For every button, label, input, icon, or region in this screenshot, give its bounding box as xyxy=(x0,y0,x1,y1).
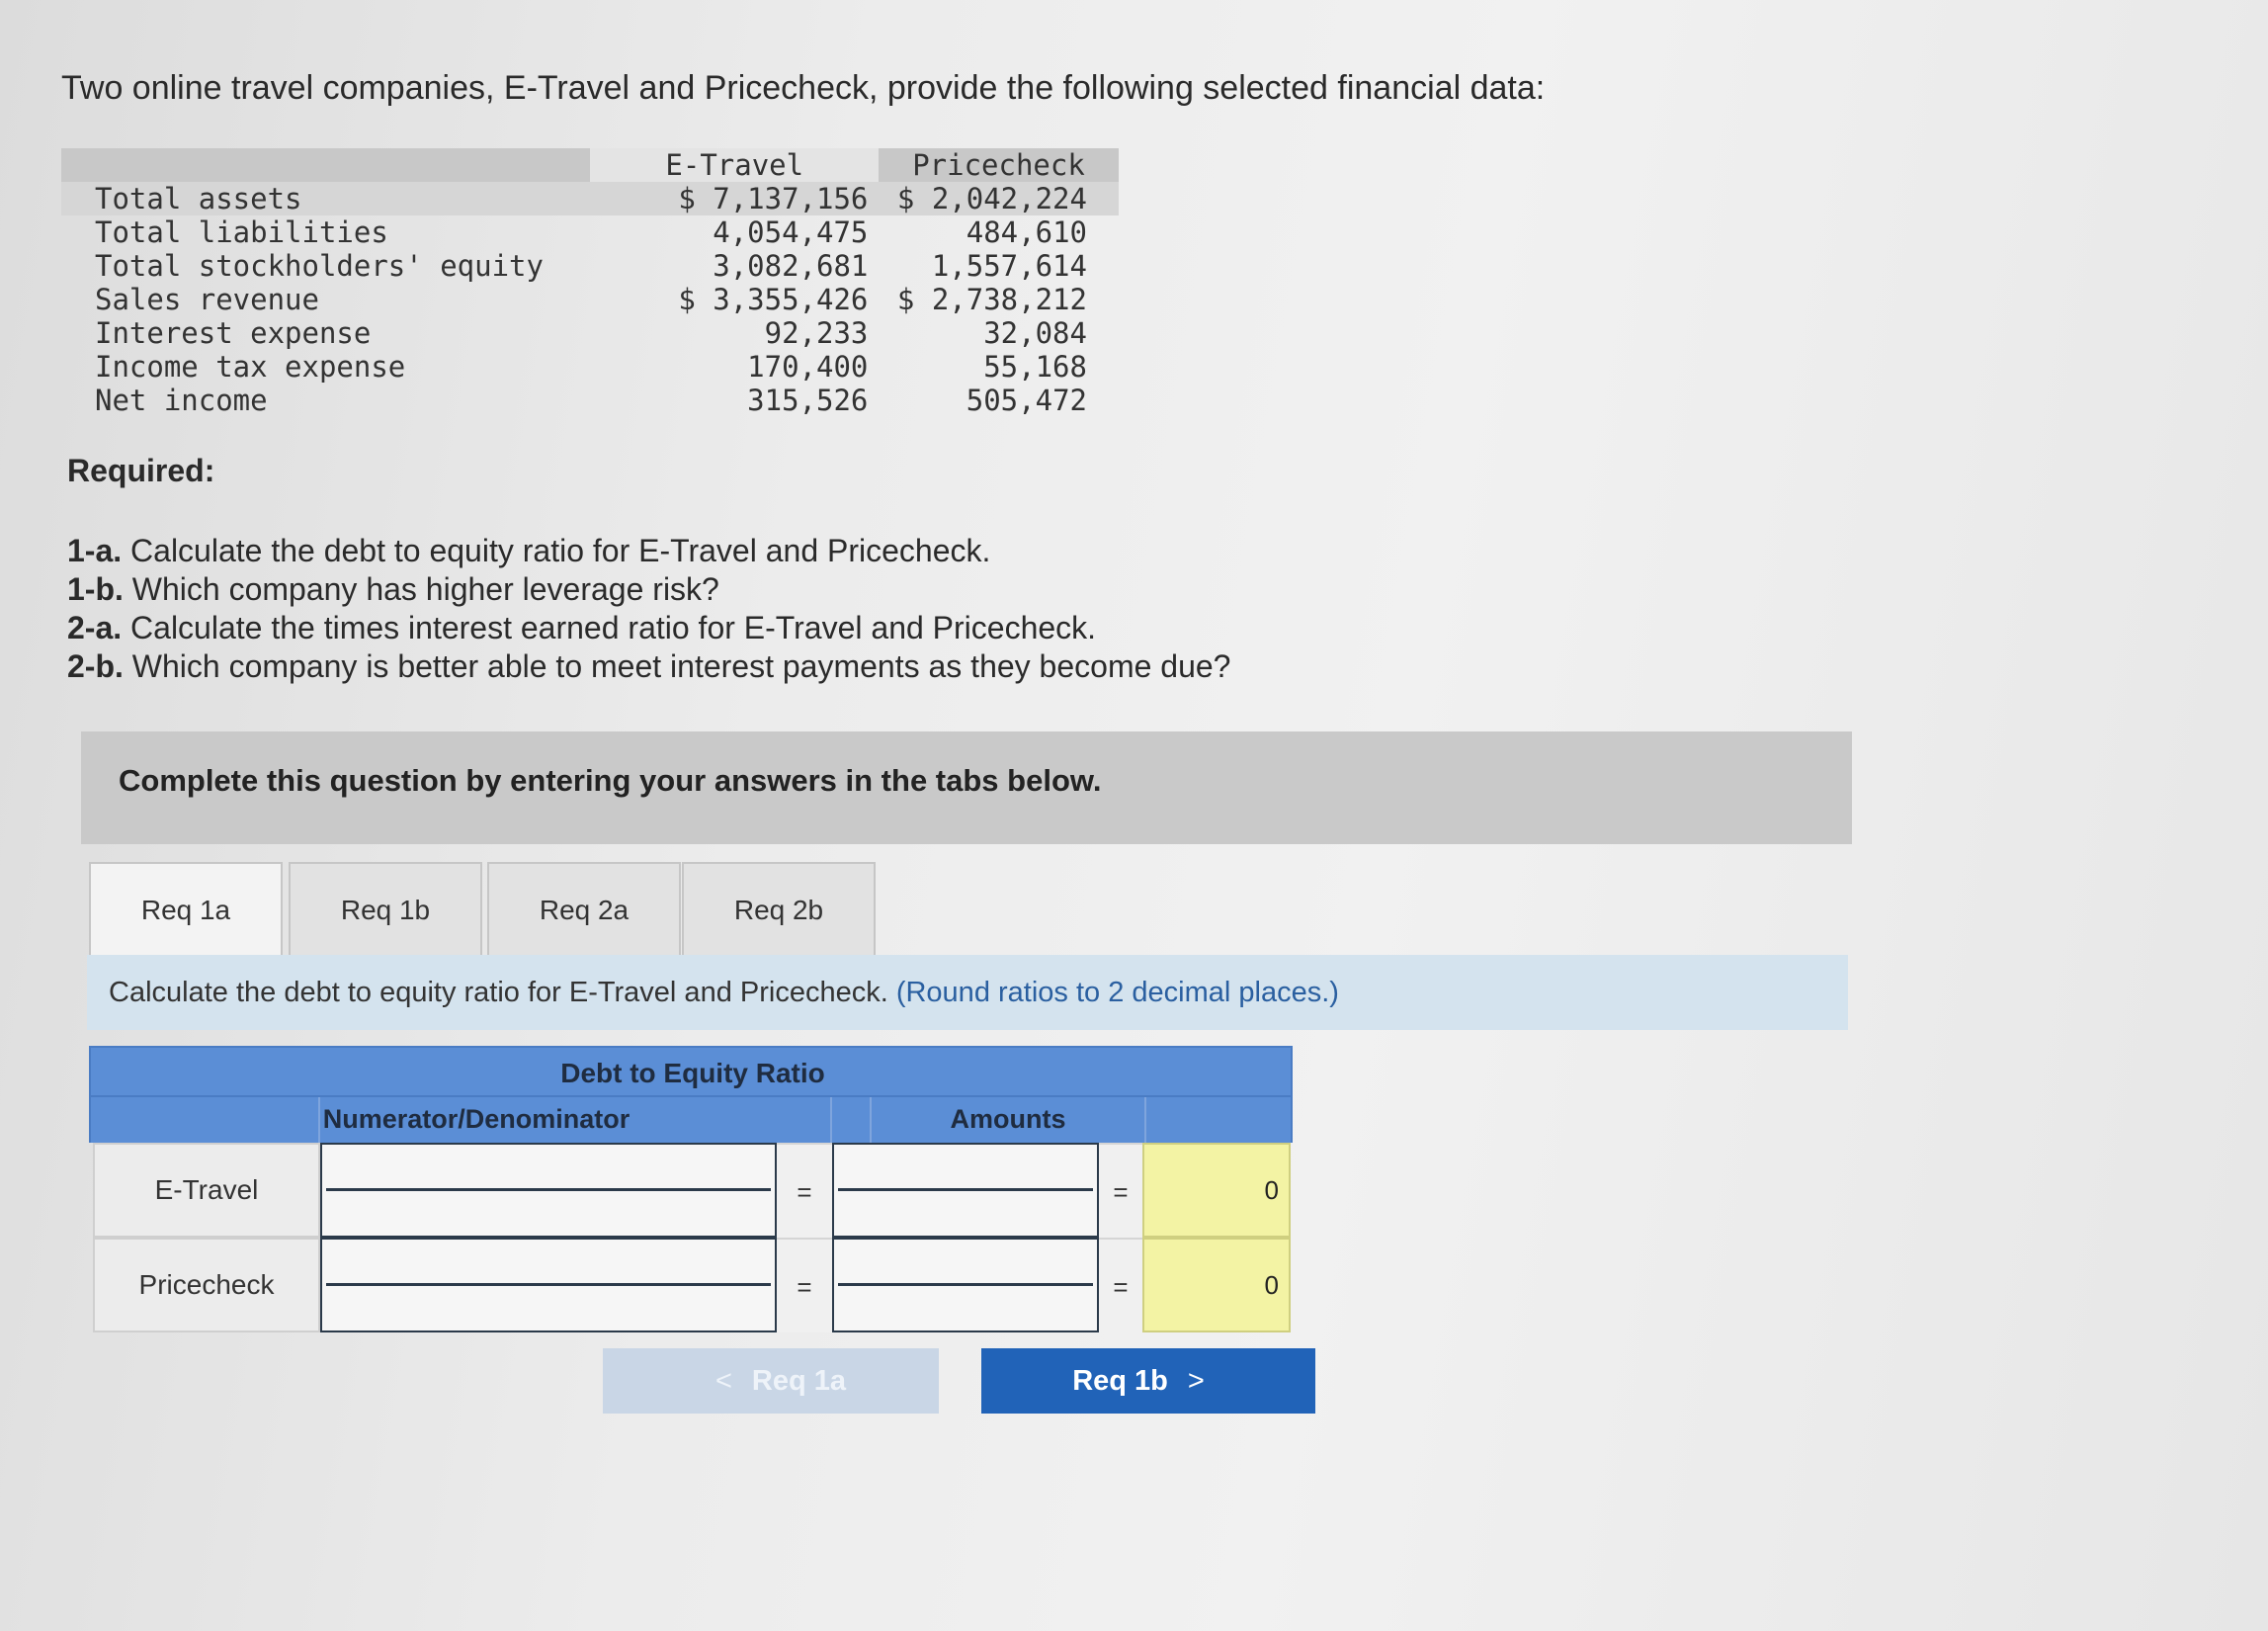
chevron-left-icon: < xyxy=(714,1365,732,1397)
intro-text: Two online travel companies, E-Travel and Pricecheck, provide the following selected financial data: xyxy=(61,69,1546,107)
list-item: 1-a. Calculate the debt to equity ratio for E-Travel and Pricecheck. xyxy=(67,533,991,568)
prev-req-1a-button[interactable]: < Req 1a xyxy=(603,1348,939,1414)
etravel-amounts-input[interactable] xyxy=(832,1143,1099,1238)
requirements-list xyxy=(67,532,1230,686)
equals-sign: = xyxy=(777,1238,832,1332)
next-req-1b-button[interactable]: Req 1b > xyxy=(981,1348,1315,1414)
required-heading: Required: xyxy=(67,453,215,488)
row-label-etravel: E-Travel xyxy=(93,1143,320,1238)
table-row: Interest expense 92,233 32,084 xyxy=(95,316,1087,350)
pricecheck-numerator-denominator-input[interactable] xyxy=(320,1238,777,1332)
col-header-pricecheck: Pricecheck xyxy=(879,148,1119,182)
chevron-right-icon: > xyxy=(1187,1365,1205,1397)
fraction-line xyxy=(838,1188,1093,1191)
grid-title: Debt to Equity Ratio xyxy=(560,1058,825,1088)
banner-text: Complete this question by entering your answers in the tabs below. xyxy=(119,763,1102,798)
instruction-text: Calculate the debt to equity ratio for E-Travel and Pricecheck. xyxy=(109,977,888,1008)
equals-sign: = xyxy=(777,1143,832,1238)
grid-title-bar xyxy=(89,1046,1293,1097)
col-header-amounts: Amounts xyxy=(870,1097,1144,1143)
table-row: Income tax expense 170,400 55,168 xyxy=(95,350,1087,384)
table-row: Total assets $ 7,137,156 $ 2,042,224 xyxy=(61,182,1119,215)
tab-req-1b[interactable]: Req 1b xyxy=(289,862,482,957)
list-item: 2-b. Which company is better able to meet interest payments as they become due? xyxy=(67,648,1231,684)
tab-req-2b[interactable]: Req 2b xyxy=(682,862,876,957)
equals-sign: = xyxy=(1099,1143,1142,1238)
col-header-etravel: E-Travel xyxy=(590,148,879,182)
table-row: Sales revenue $ 3,355,426 $ 2,738,212 xyxy=(95,283,1087,316)
pricecheck-ratio-result: 0 xyxy=(1142,1238,1291,1332)
table-row: Net income 315,526 505,472 xyxy=(95,384,1087,417)
debt-to-equity-grid xyxy=(89,1046,1293,1332)
tab-instruction xyxy=(87,955,1848,1030)
instructions-banner xyxy=(81,731,1852,844)
col-header-numerator-denominator: Numerator/Denominator xyxy=(318,1097,870,1143)
etravel-ratio-result: 0 xyxy=(1142,1143,1291,1238)
row-label-pricecheck: Pricecheck xyxy=(93,1238,320,1332)
equals-sign: = xyxy=(1099,1238,1142,1332)
list-item: 1-b. Which company has higher leverage risk? xyxy=(67,571,719,607)
rounding-note: (Round ratios to 2 decimal places.) xyxy=(895,977,1339,1008)
pricecheck-amounts-input[interactable] xyxy=(832,1238,1099,1332)
financial-table-header xyxy=(61,148,1119,182)
fraction-line xyxy=(326,1188,771,1191)
tab-req-2a[interactable]: Req 2a xyxy=(487,862,681,957)
fraction-line xyxy=(326,1283,771,1286)
grid-column-headers xyxy=(89,1097,1293,1143)
financial-data-table xyxy=(61,148,1119,417)
list-item: 2-a. Calculate the times interest earned ratio for E-Travel and Pricecheck. xyxy=(67,610,1097,645)
fraction-line xyxy=(838,1283,1093,1286)
tab-req-1a[interactable]: Req 1a xyxy=(89,862,283,959)
table-row: Total stockholders' equity 3,082,681 1,557,614 xyxy=(95,249,1087,283)
etravel-numerator-denominator-input[interactable] xyxy=(320,1143,777,1238)
table-row: Total liabilities 4,054,475 484,610 xyxy=(95,215,1087,249)
